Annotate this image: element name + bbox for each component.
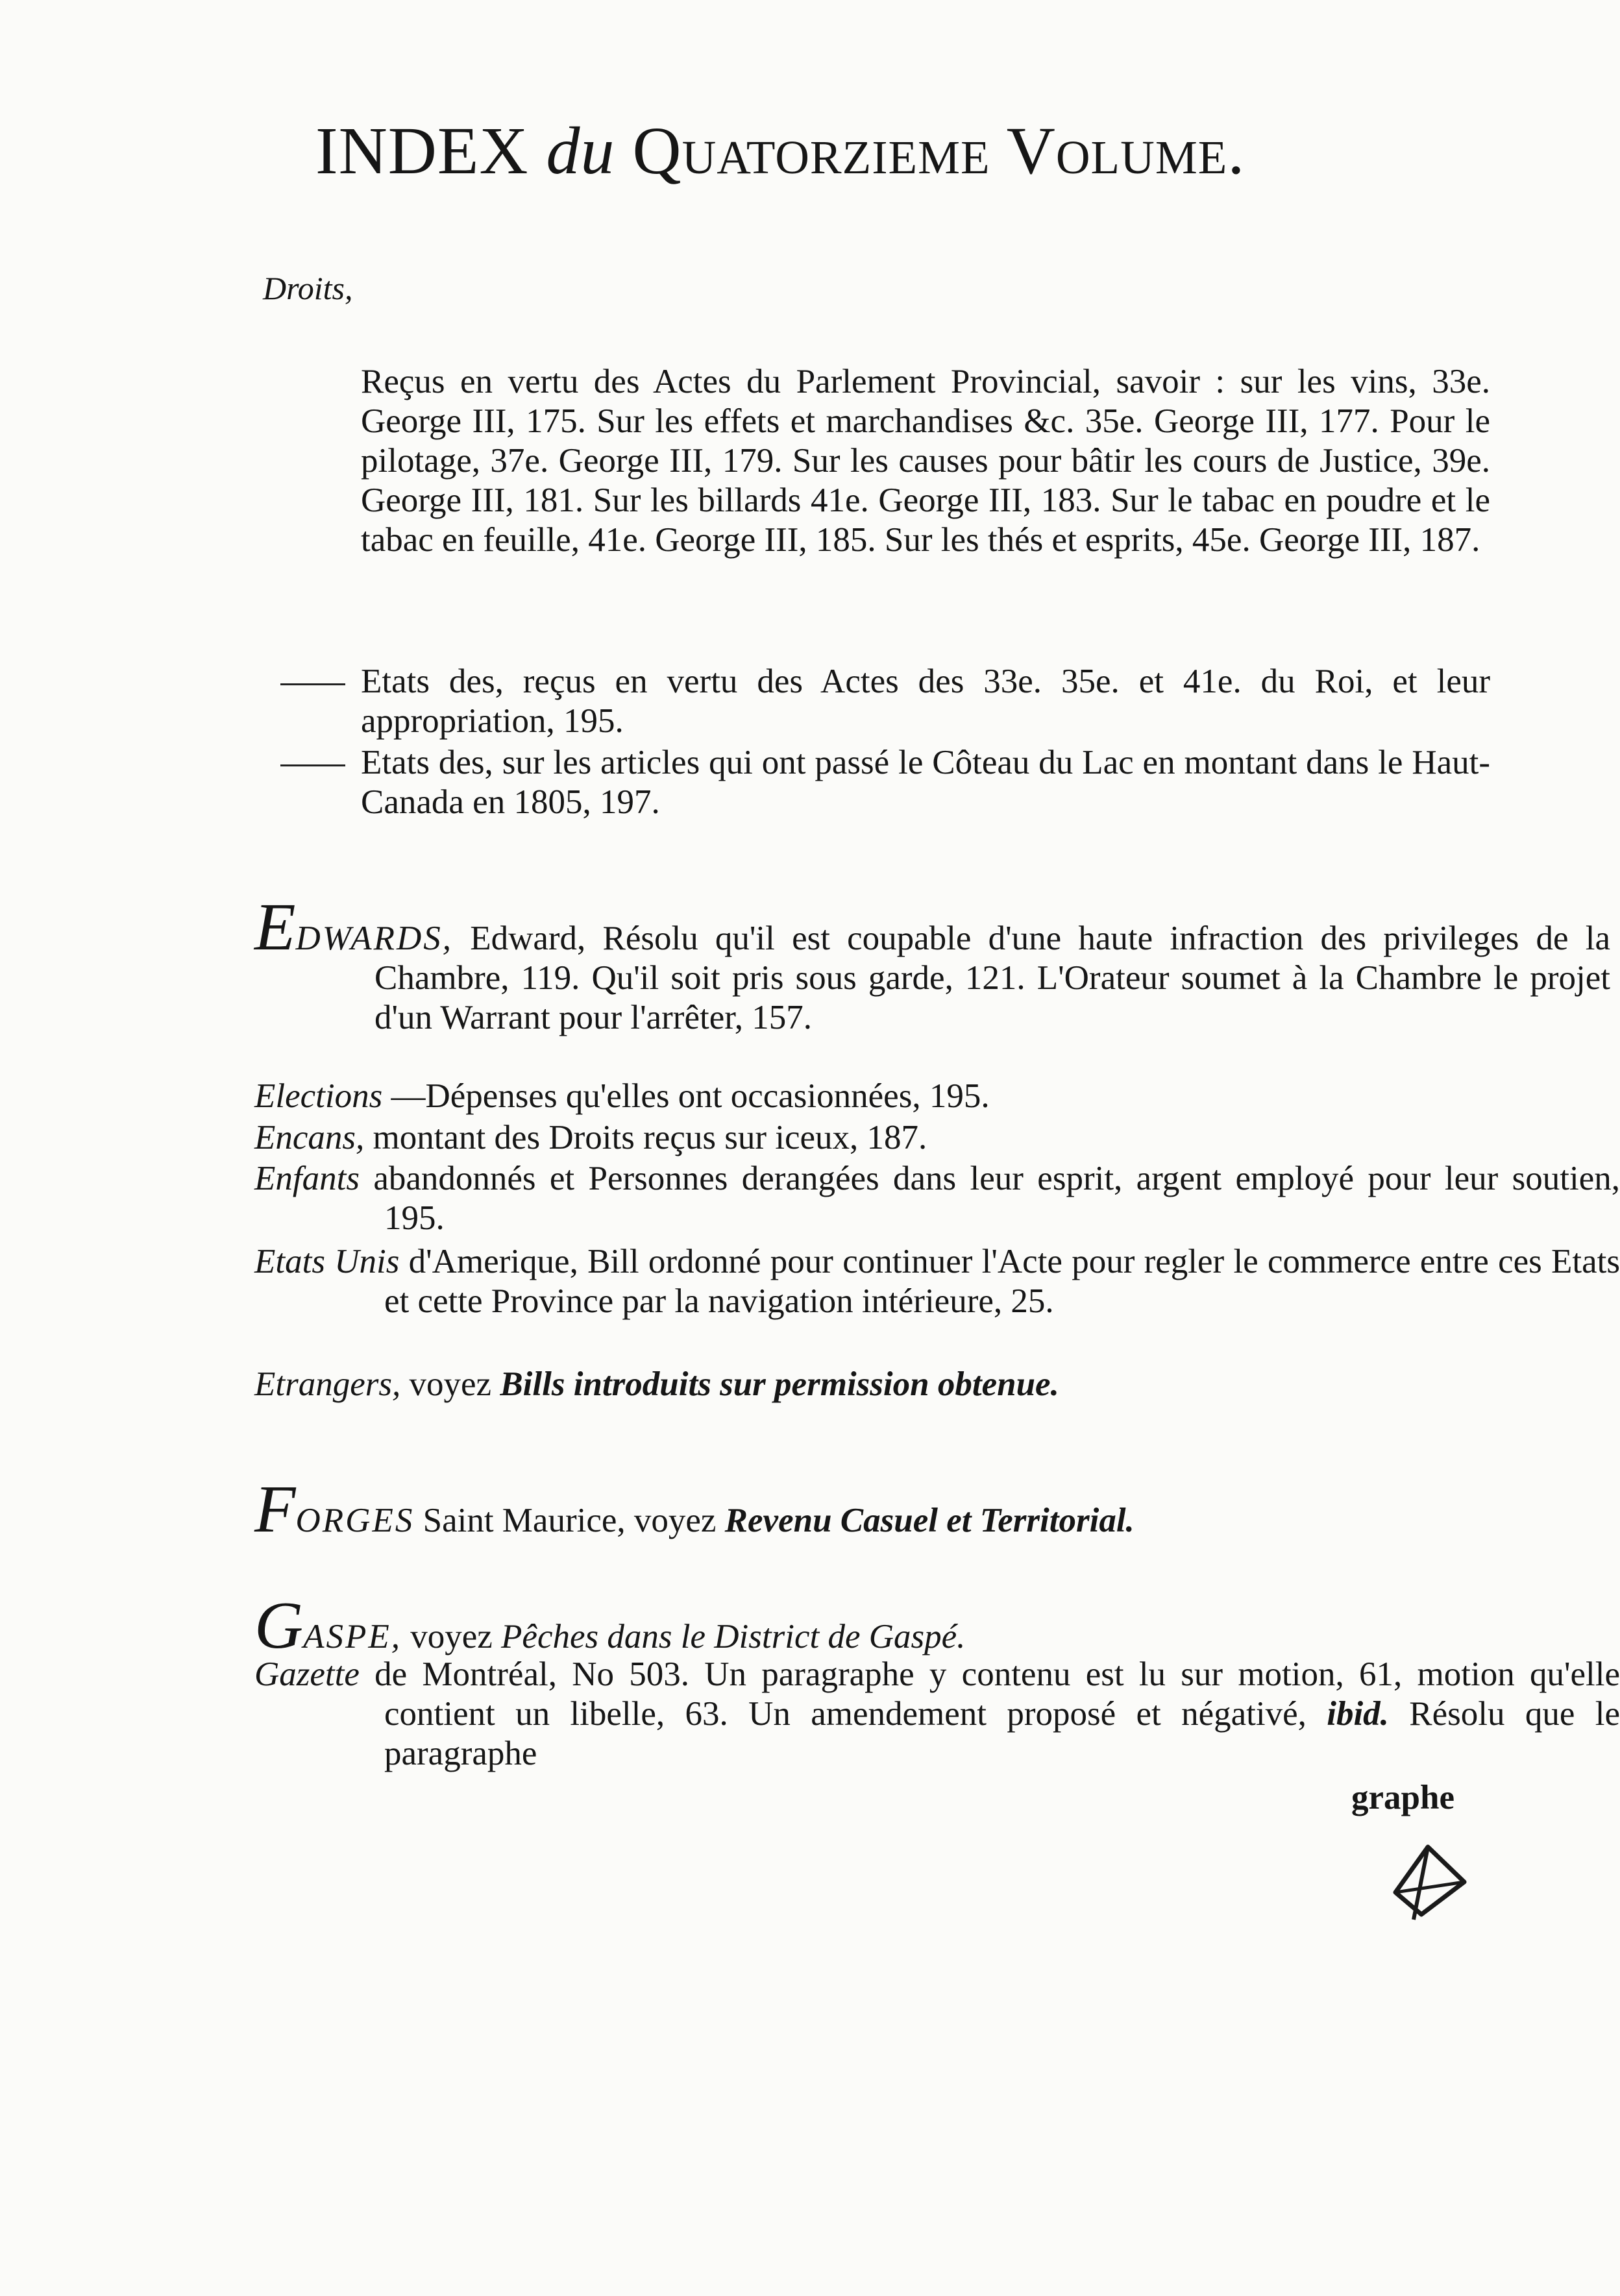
catchword: graphe xyxy=(1351,1779,1454,1816)
entry-text-continued: Résolu que le paragraphe xyxy=(384,1695,1620,1772)
entry-key: Etrangers, xyxy=(254,1365,401,1403)
entry-etrangers xyxy=(254,1365,1620,1404)
entry-name: ORGES xyxy=(295,1502,415,1539)
entry-key: Elections xyxy=(254,1077,383,1115)
entry-etats-unis xyxy=(254,1242,1620,1321)
section-heading-droits: Droits, xyxy=(263,270,353,306)
title-index: INDEX xyxy=(315,114,529,188)
cross-reference: Pêches dans le District de Gaspé. xyxy=(501,1618,966,1655)
cross-reference: Revenu Casuel et Territorial. xyxy=(724,1502,1135,1539)
entry-text: abandonnés et Personnes derangées dans leur esprit, argent employé pour leur soutien, 195. xyxy=(359,1160,1620,1237)
entry-name: DWARDS, xyxy=(295,920,454,957)
entry-text: d'Amerique, Bill ordonné pour continuer l'Acte pour regler le commerce entre ces Etats et cette Province par la navigation intérieure, 25. xyxy=(384,1243,1620,1320)
entry-key: Gazette xyxy=(254,1655,360,1693)
entry-key: Etats Unis xyxy=(254,1243,400,1280)
dash-rule xyxy=(280,764,345,766)
entry-droits-recus: Reçus en vertu des Actes du Parlement Provincial, savoir : sur les vins, 33e. George III, 175. Sur les effets et marchandises &c. 35e. George III, 177. Pour le pilotage, 37e. George III, 179. Sur les causes pour bâtir les cours de Justice, 39e. George III, 181. Sur les billards 41e. George III, 183. Sur le tabac en poudre et le tabac en feuille, 41e. George III, 185. Sur les thés et esprits, 45e. George III, 187. xyxy=(361,363,1490,559)
ibid-reference: ibid. xyxy=(1327,1695,1389,1733)
entry-gazette xyxy=(254,1655,1620,1774)
drop-initial: G xyxy=(254,1588,304,1663)
entry-key: Enfants xyxy=(254,1160,360,1197)
title-volume-name: Quatorzieme Volume. xyxy=(632,114,1246,188)
cross-reference: Bills introduits sur permission obtenue. xyxy=(500,1365,1059,1403)
dash-rule xyxy=(280,683,345,685)
entry-text: de Montréal, No 503. Un paragraphe y contenu est lu sur motion, 61, motion qu'elle contient un libelle, 63. Un amendement proposé et négativé, xyxy=(359,1655,1620,1733)
entry-gaspe xyxy=(254,1588,1610,1663)
entry-encans xyxy=(254,1118,1620,1158)
printer-mark-icon xyxy=(1388,1842,1472,1926)
entry-edwards xyxy=(254,890,1610,1038)
page-title xyxy=(315,109,1432,193)
entry-text: montant des Droits reçus sur iceux, 187. xyxy=(364,1119,927,1156)
entry-text: voyez xyxy=(400,1365,500,1403)
entry-text: —Dépenses qu'elles ont occasionnées, 195. xyxy=(382,1077,990,1115)
entry-name: ASPE, xyxy=(303,1618,402,1655)
entry-text: Edward, Résolu qu'il est coupable d'une haute infraction des privileges de la Chambre, 119. Qu'il soit pris sous garde, 121. L'Orateur soumet à la Chambre le projet d'un Warrant pour l'arrêter, 157. xyxy=(374,920,1610,1036)
drop-initial: E xyxy=(254,890,296,964)
entry-enfants xyxy=(254,1159,1620,1238)
entry-forges xyxy=(254,1472,1610,1546)
title-du: du xyxy=(546,114,615,188)
entry-droits-etats-recus: Etats des, reçus en vertu des Actes des 33e. 35e. et 41e. du Roi, et leur appropriation, 195. xyxy=(361,663,1490,740)
entry-key: Encans, xyxy=(254,1119,365,1156)
entry-text: Saint Maurice, voyez xyxy=(414,1502,725,1539)
entry-text: voyez xyxy=(401,1618,502,1655)
entry-droits-etats-articles: Etats des, sur les articles qui ont passé le Côteau du Lac en montant dans le Haut-Canada en 1805, 197. xyxy=(361,744,1490,821)
entry-elections xyxy=(254,1077,1620,1116)
drop-initial: F xyxy=(254,1472,296,1546)
